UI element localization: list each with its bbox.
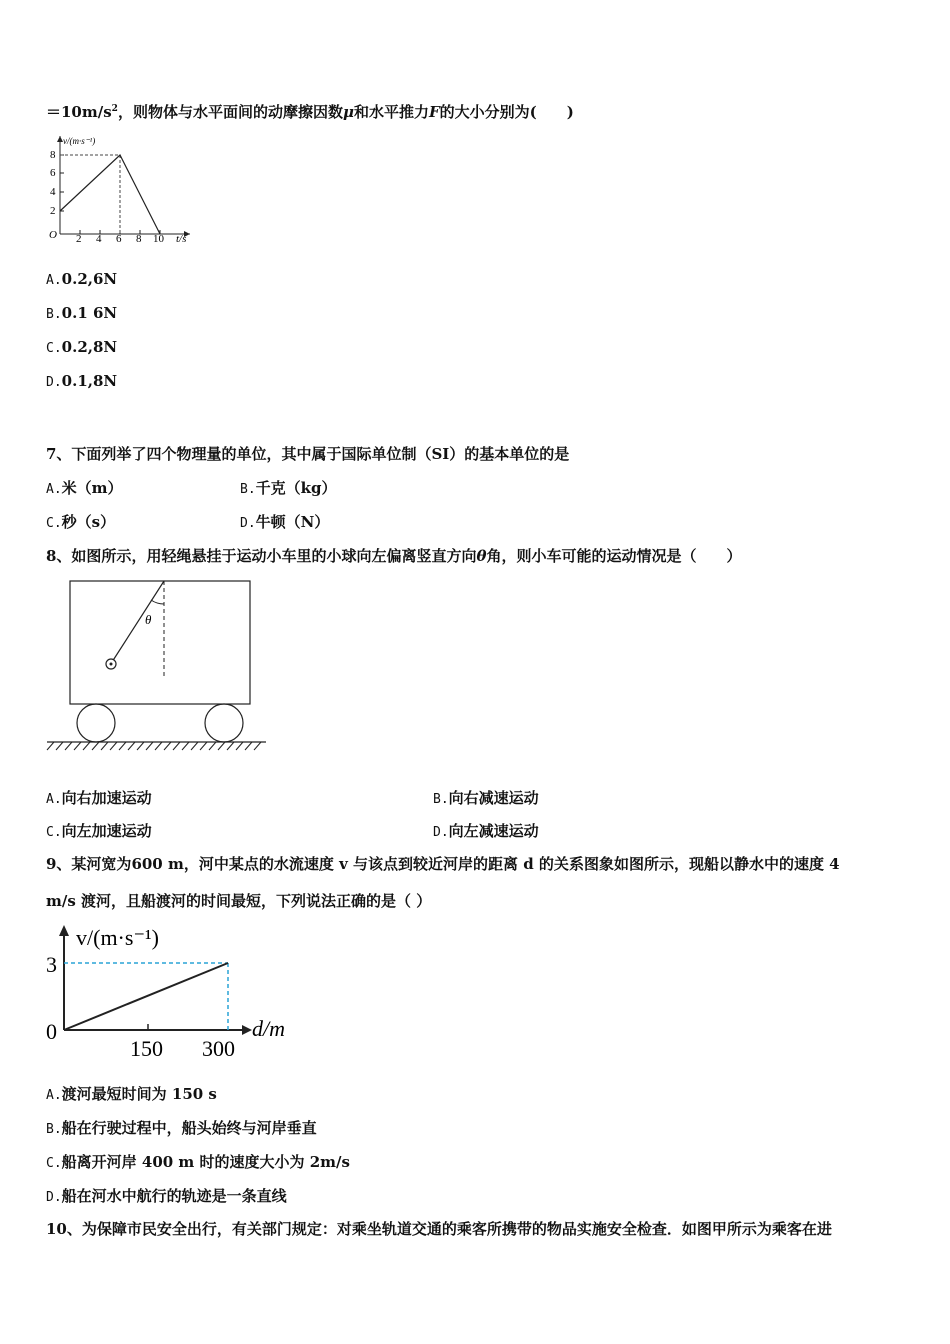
q7-stem: 7、下面列举了四个物理量的单位，其中属于国际单位制（SI）的基本单位的是 [46, 445, 570, 463]
q8-stem: 8、如图所示，用轻绳悬挂于运动小车里的小球向左偏离竖直方向θ角，则小车可能的运动情况是（ ） [46, 547, 742, 565]
q8-wheel-right [205, 704, 243, 742]
q9-vd-graph [40, 920, 310, 1060]
q9-ytick: 3 [46, 952, 57, 977]
q6-option-c[interactable]: C.0.2,8N [46, 338, 118, 356]
q9-stem-line1: 9、某河宽为600 m，河中某点的水流速度 v 与该点到较近河岸的距离 d 的关系图象如图所示，现船以静水中的速度 4 [46, 855, 840, 873]
q9-ylabel: v/(m·s⁻¹) [76, 925, 159, 950]
q6-option-b[interactable]: B.0.1 6N [46, 304, 118, 322]
q9-xlabel: d/m [252, 1016, 285, 1041]
q8-theta-label: θ [145, 612, 152, 627]
q6-ylabel: v/(m·s⁻¹) [63, 136, 96, 146]
q9-option-d[interactable]: D.船在河水中航行的轨迹是一条直线 [46, 1187, 287, 1205]
q6-option-a[interactable]: A.0.2,6N [46, 270, 118, 288]
q7-option-d[interactable]: D.牛顿（N） [240, 513, 330, 531]
q6-xtick: 10 [153, 233, 164, 245]
q6-xtick: 8 [136, 233, 142, 245]
q7-option-a[interactable]: A.米（m） [46, 479, 123, 497]
q6-ytick: 8 [50, 149, 56, 161]
q6-option-d[interactable]: D.0.1,8N [46, 372, 118, 390]
q8-wheel-left [77, 704, 115, 742]
q7-option-c[interactable]: C.秒（s） [46, 513, 116, 531]
q8-option-d[interactable]: D.向左减速运动 [433, 822, 539, 840]
q6-ytick: 2 [50, 205, 56, 217]
q8-option-a[interactable]: A.向右加速运动 [46, 789, 152, 807]
q6-stem: $=10m/s^2$，则物体与水平面间的动摩擦因数μ和水平推力F的大小分别为( ) [46, 103, 574, 121]
q6-ytick: 6 [50, 167, 56, 179]
q9-option-c[interactable]: C.船离开河岸 400 m 时的速度大小为 2m/s [46, 1153, 350, 1171]
q9-option-b[interactable]: B.船在行驶过程中，船头始终与河岸垂直 [46, 1119, 317, 1137]
q8-option-c[interactable]: C.向左加速运动 [46, 822, 152, 840]
q9-xtick: 150 [130, 1036, 163, 1060]
q8-cart-figure [42, 578, 272, 758]
q6-xtick: 2 [76, 233, 82, 245]
q9-option-a[interactable]: A.渡河最短时间为 150 s [46, 1085, 217, 1103]
q9-xtick: 300 [202, 1036, 235, 1060]
q9-origin: 0 [46, 1019, 57, 1044]
q6-ytick: 4 [50, 186, 56, 198]
q9-stem-line2: m/s 渡河，且船渡河的时间最短，下列说法正确的是（ ） [46, 892, 432, 910]
q6-xlabel: t/s [176, 233, 187, 245]
q10-stem: 10、为保障市民安全出行，有关部门规定：对乘坐轨道交通的乘客所携带的物品实施安全检查．如图甲所示为乘客在进 [46, 1220, 832, 1238]
q6-xtick: 4 [96, 233, 102, 245]
q9-graph-line [64, 963, 228, 1030]
q6-vt-graph [40, 130, 210, 250]
q8-option-b[interactable]: B.向右减速运动 [433, 789, 539, 807]
q6-xtick: 6 [116, 233, 122, 245]
q6-origin: O [49, 229, 57, 241]
q7-option-b[interactable]: B.千克（kg） [240, 479, 337, 497]
